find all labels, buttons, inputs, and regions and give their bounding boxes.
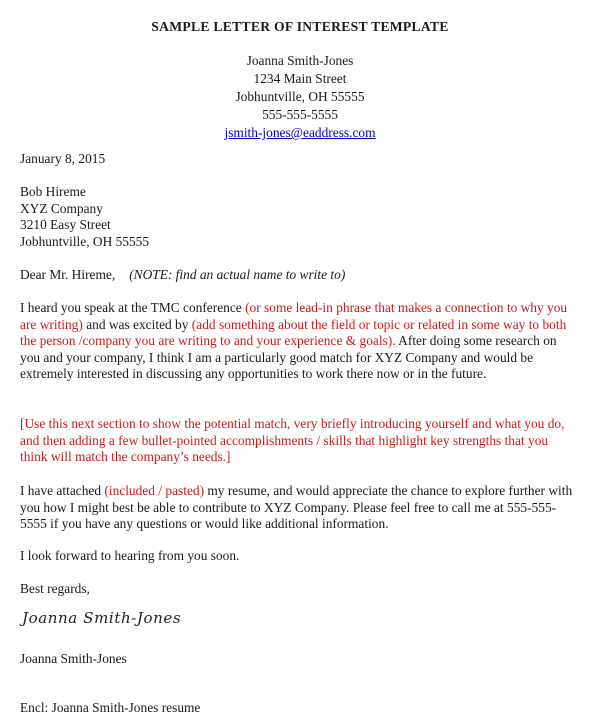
sender-city: Jobhuntville, OH 55555 bbox=[235, 89, 365, 104]
intro-text-2: and was excited by bbox=[82, 316, 192, 332]
paragraph-resume bbox=[20, 483, 575, 533]
recipient-name: Bob Hireme bbox=[20, 184, 86, 199]
salutation-line bbox=[20, 267, 575, 284]
sender-name: Joanna Smith-Jones bbox=[246, 53, 354, 68]
recipient-street: 3210 Easy Street bbox=[20, 217, 111, 233]
intro-placeholder-1: (or some lead-in phrase that makes a connection to why you are writing) bbox=[20, 300, 568, 332]
resume-placeholder: (included / pasted) bbox=[104, 483, 205, 498]
resume-text-1: I have attached bbox=[20, 483, 105, 498]
document-title: SAMPLE LETTER OF INTEREST TEMPLATE bbox=[151, 19, 449, 34]
recipient-city: Jobhuntville, OH 55555 bbox=[20, 233, 150, 249]
sender-email-link[interactable]: jsmith-jones@eaddress.com bbox=[224, 125, 376, 140]
recipient-company: XYZ Company bbox=[20, 200, 103, 216]
intro-text-3: After doing some research on you and your company, I think I am a particularly good match for XYZ Company and would be extremely interested in discussing any opportunities to work there now or in the future. bbox=[20, 333, 557, 382]
sender-phone: 555-555-5555 bbox=[262, 107, 338, 122]
salutation-note: (NOTE: find an actual name to write to) bbox=[129, 267, 346, 282]
paragraph-match-placeholder: [Use this next section to show the potential match, very briefly introducing yourself and what you do, and then adding a few bullet-pointed accomplishments / skills that highlight key strengths that you think will match the company’s needs.] bbox=[20, 416, 565, 465]
sender-address-block bbox=[0, 52, 589, 142]
resume-text-2: my resume, and would appreciate the chance to explore further with you how I might best be able to contribute to XYZ Company. Please feel free to call me at 555-555-5555 if you have any questions or would like additional information. bbox=[20, 483, 573, 532]
letter-date: January 8, 2015 bbox=[20, 151, 106, 166]
typed-name: Joanna Smith-Jones bbox=[20, 651, 127, 666]
salutation: Dear Mr. Hireme, bbox=[20, 267, 116, 282]
recipient-address-block bbox=[20, 184, 575, 250]
sign-off: Best regards, bbox=[20, 581, 90, 596]
paragraph-intro bbox=[20, 300, 575, 383]
closing-line: I look forward to hearing from you soon. bbox=[20, 548, 240, 563]
intro-text-1: I heard you speak at the TMC conference bbox=[20, 300, 246, 315]
intro-placeholder-2: (add something about the field or topic or related in some way to both the person /company you are writing to and your experience & goals). bbox=[20, 316, 567, 349]
enclosure-line: Encl: Joanna Smith-Jones resume bbox=[20, 700, 201, 715]
handwritten-signature: Joanna Smith-Jones bbox=[22, 609, 182, 627]
sender-street: 1234 Main Street bbox=[253, 71, 347, 86]
